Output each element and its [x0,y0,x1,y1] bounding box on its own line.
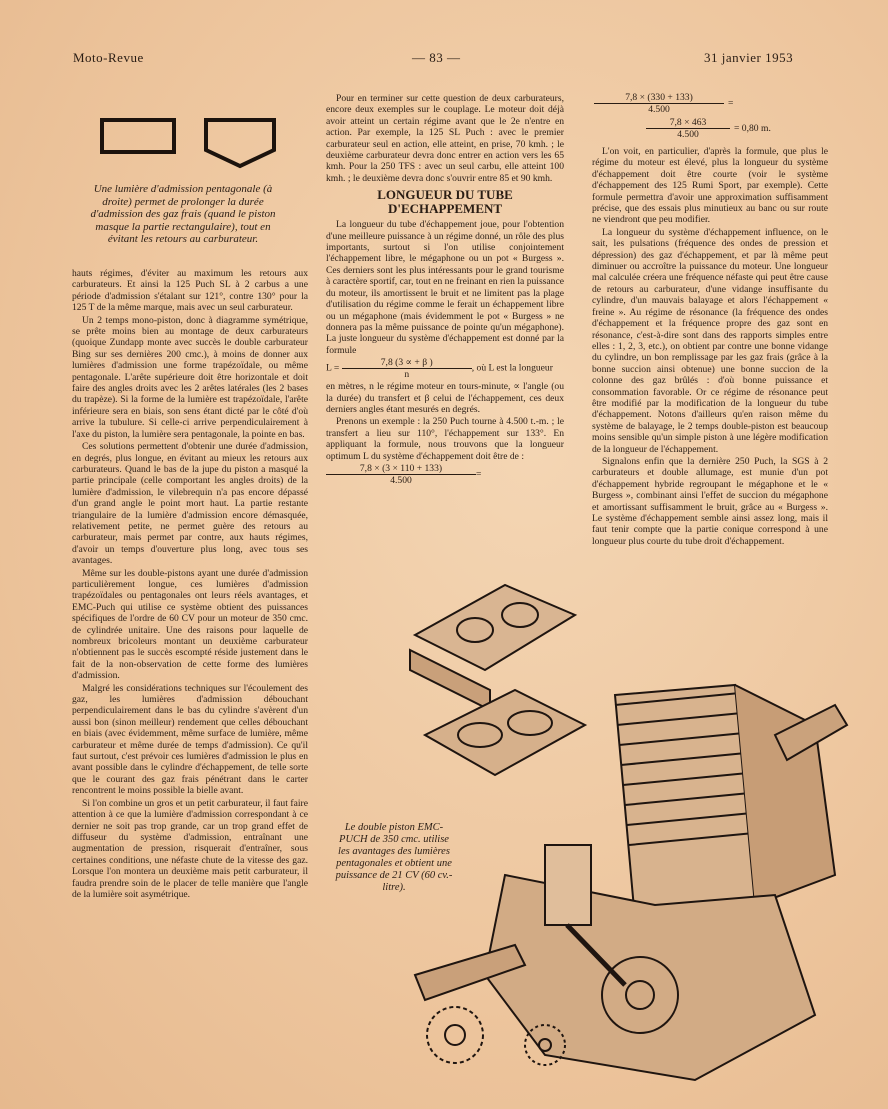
result-denominator-2: 4.500 [677,129,699,140]
col1-paragraph: hauts régimes, d'éviter au maximum les retours aux carburateurs. Et ainsi la 125 Puch SL à 2 carbus a une période d'admission s'étalant sur 121°, contre 130° pour la 125 T de la même marque, mais avec un seul carburateur. [72,268,308,314]
flange-plate-upper [415,585,575,670]
example-equals: = [476,468,482,480]
column-3 [592,146,828,548]
magazine-name: Moto-Revue [73,50,144,65]
column-1 [72,268,308,901]
formula-lhs: L = [326,362,340,374]
col2-intro-paragraph: Pour en terminer sur cette question de deux carburateurs, encore deux exemples sur le couplage. Le moteur doit déjà avoir atteint un certain régime avant que le 2e n'entre en action. Par exemple, la 125 SL Puch : avec le premier carburateur seul en action, elle atteint, en prise, 70 kmh. ; le deuxième carburateur devra donc entrer en action vers les 65 kmh. Pour la 250 TFS : avec un seul carbu, elle atteint 100 kmh. ; le deuxième devra donc s'ouvrir entre 85 et 90 kmh. [326,93,564,184]
drive-gear-hub [445,1025,465,1045]
col1-paragraph: Malgré les considérations techniques sur l'écoulement des gaz, les lumières d'admission débouchant perpendiculairement dans le bas du cylindre s'avèrent d'un aussi bon (sinon meilleur) rendement que celles débouchant en biais (avec évidemment, même surface de lumière, même carburateur et même durée de temps d'admission). Ce qu'il faut surtout, c'est prévoir ces lumières d'admission le plus en avant possible dans le cylindre d'échappement, de telle sorte que le courant des gaz frais pénétrant dans le carter rencontrent le moins possible la bielle avant. [72,682,308,797]
result-fraction-1 [594,92,724,115]
port-shapes-caption: Une lumière d'admission pentagonale (à droite) permet de prolonger la durée d'admission des gaz frais (quand le piston masque la partie rectangulaire), tout en évitant les retours au carburateur. [90,183,276,245]
issue-date: 31 janvier 1953 [704,50,794,65]
intake-port-shapes-illustration [96,116,281,171]
result-formula-line-1 [594,92,834,115]
example-fraction [326,463,476,486]
col2-paragraph: La longueur du tube d'échappement joue, pour l'obtention d'une meilleure puissance à un régime donné, un rôle des plus importants, surtout si l'on utilise conjointement l'échappement libre, le mégaphone ou un pot « Burgess ». Ces derniers sont les plus intéressants pour le grand tourisme à caractère sportif, car, tout en ne freinant en rien la puissance du moteur, ils amortissent le bruit et ne limitent pas la plage d'utilisation du régime comme le ferait un échappement libre ou un mégaphone (mais évidemment le pot « Burgess » ne donnera pas la même puissance de pointe qu'un mégaphone). La juste longueur du système d'échappement est donné par la formule [326,219,564,356]
cylinder-block [615,685,755,920]
column-2 [326,93,564,486]
piston [545,845,591,925]
col1-paragraph: Un 2 temps mono-piston, donc à diagramme symétrique, se prête moins bien au montage de deux carburateurs (quoique Zundapp monte avec succès le double carburateur Bing sur ses dernières 200 cmc.), à moins de donner aux lumières d'admission une forme trapézoïdale, ou même pentagonale. L'arête supérieure doit être horizontale et doit faire des angles droits avec les 2 arêtes latérales (les 2 bases du trapèze). Si la forme de la lumière est trapézoïdale, l'arête inférieure sera en biais, son sens étant dicté par le côté d'où arrive la tubulure. Si celle-ci arrive perpendiculairement à l'axe du piston, la lumière sera pentagonale, la pointe en bas. [72,314,308,440]
crankcase [485,875,815,1080]
example-formula [326,463,564,486]
col2-paragraph: en mètres, n le régime moteur en tours-minute, ∝ l'angle (ou la durée) du transfert et β celui de l'échappement, ces deux derniers angles étant mesurés en degrés. [326,381,564,415]
col3-paragraph: La longueur du système d'échappement influence, on le sait, les pulsations (fréquence des ondes de pression et dépression) des gaz d'échappement, et par là même peut diminuer ou accroître la puissance du moteur. Une longueur mal calculée créera une fréquence néfaste qui peut être cause de retours au carburateur, d'une vidange insuffisante du cylindre, d'un mauvais balayage et alors l'échappement « freine ». Au régime de résonance (la fréquence des ondes d'échappement et la fréquence propre des gaz sont en résonance, c'est-à-dire sont dans des rapports simples entre elles : 1, 2, 3, etc.), on obtient par contre une bonne vidange du cylindre, un bon remplissage par les gaz frais (grâce à la bonne succion ainsi obtenue) une bonne succion de la colonne des gaz brûlés : d'où bonne puissance et consommation favorable. Or ce régime de résonance peut être modifié par la modification de la longueur du tube d'échappement. Notons d'ailleurs qu'en raison même du système de balayage, le 2 temps double-piston est beaucoup moins sensible qu'un simple piston à une légère modification de la longueur de l'échappement. [592,226,828,455]
result-numerator-1: 7,8 × (330 + 133) [594,92,724,104]
result-numerator-2: 7,8 × 463 [646,117,730,129]
page-number: — 83 — [412,50,461,65]
engine-photo-caption: Le double piston EMC-PUCH de 350 cmc. utilise les avantages des lumières pentagonales et obtient une puissance de 21 CV (60 cv.-litre). [335,822,453,893]
rectangular-port-shape [102,120,174,152]
col3-paragraph: Signalons enfin que la dernière 250 Puch, la SGS à 2 carburateurs et double allumage, est munie d'un pot d'échappement hybride regroupant le mégaphone et le « Burgess », combinant ainsi l'effet de succion du mégaphone et amortissant suffisamment le bruit, grâce au « Burgess ». Le système d'échappement semble ainsi assez long, mais il faut tenir compte que la partie conique correspond à une longueur plus courte du tube droit d'échappement. [592,455,828,547]
engine-cutaway-illustration [395,575,850,1095]
result-fraction-2 [646,117,730,140]
col3-paragraph: L'on voit, en particulier, d'après la formule, que plus le régime du moteur est élevé, plus la longueur du système d'échappement doit être courte (voir le système d'échappement des 125 Rumi Sport, par exemple). Cette formule permettra d'avoir une approximation suffisamment précise, que des essais plus minutieux au banc ou sur route ne viendront que peu modifier. [592,146,828,226]
section-heading: LONGUEUR DU TUBE D'ECHAPPEMENT [377,187,513,217]
length-formula [326,357,564,380]
result-equals-1: = [728,98,734,109]
pentagonal-port-shape [206,120,274,166]
flange-plate-lower [425,690,585,775]
col1-paragraph: Si l'on combine un gros et un petit carburateur, il faut faire attention à ce que la lumière d'admission correspondant à ce dernier ne soit pas trop grande, car un trop grand effet de diffuseur du système d'admission, entraînant une augmentation de pression, risquerait d'entraîner, sous certaines conditions, une néfaste chute de la vitesse des gaz. Lorsque l'on montera un deuxième mais petit carburateur, il faudra prendre soin de le placer de telle manière que l'angle de la lumière soit asymétrique. [72,797,308,900]
formula-numerator: 7,8 (3 ∝ + β ) [342,357,472,369]
formula-fraction [342,357,472,380]
col1-paragraph: Ces solutions permettent d'obtenir une durée d'admission, en degrés, plus longue, en évitant au mieux les retours aux carburateurs. Quand le bas de la jupe du piston a masqué la partie principale (celle comportant les angles droits) de la lumière d'admission, le vilebrequin n'a pas encore dépassé d'un grand angle le point mort haut. La partie restante triangulaire de la lumière d'admission encore démasquée, relativement petite, ne permet guère des retours au carburateur, mais permet par contre, aux hauts régimes, d'avoir un temps d'ouverture plus long, avec tous ses avantages. [72,441,308,567]
col2-paragraph: Prenons un exemple : la 250 Puch tourne à 4.500 t.-m. ; le transfert a lieu sur 110°, l'échappement sur 133°. En appliquant la formule, nous trouvons que la longueur optimum L du système d'échappement doit être de : [326,416,564,462]
result-denominator-1: 4.500 [648,104,670,115]
example-numerator: 7,8 × (3 × 110 + 133) [326,463,476,475]
formula-denominator: n [404,369,410,381]
result-formula [594,92,834,140]
drive-gear [427,1007,483,1063]
formula-tail: , où L est la longueur [471,362,553,374]
example-denominator: 4.500 [390,474,412,486]
col1-paragraph: Même sur les double-pistons ayant une durée d'admission particulièrement longue, ces lumières d'admission trapézoïdales ou pentagonales ont leurs réels avantages, et EMC-Puch qui utilise ce système obtient des puissances spécifiques de l'ordre de 60 CV pour un moteur de 350 cmc. de cylindrée unitaire. Une des raisons pour laquelle de nombreux bricoleurs montant un deuxième carburateur n'obtiennent pas le succès escompté réside justement dans le fait de la non-observation de cette forme des lumières d'admission. [72,567,308,682]
result-formula-line-2 [646,117,834,140]
result-value: = 0,80 m. [734,123,771,134]
